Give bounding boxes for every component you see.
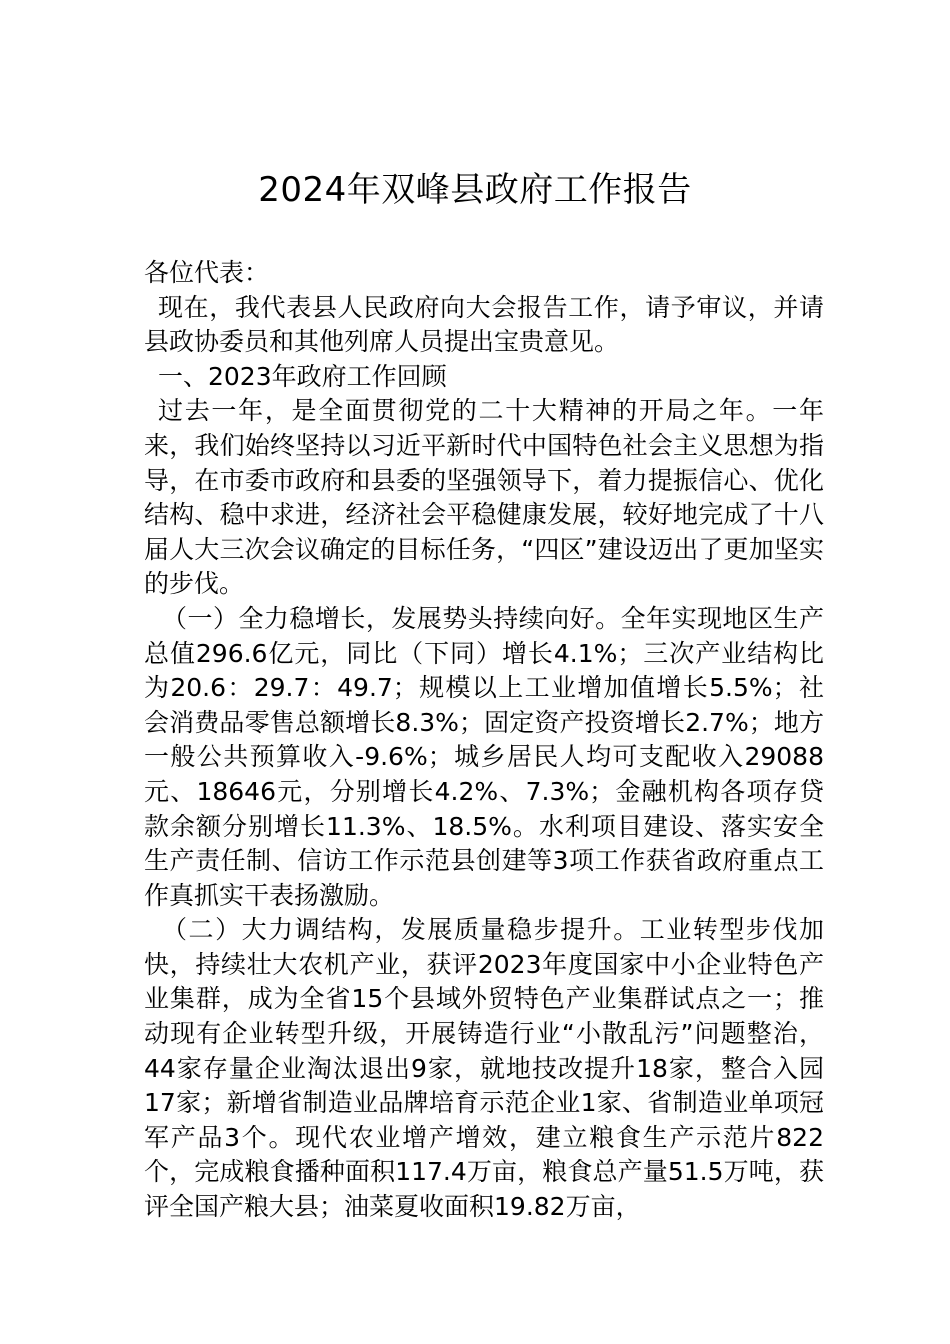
section-heading: 一、2023年政府工作回顾 bbox=[158, 361, 447, 391]
paragraph-intro: 现在，我代表县人民政府向大会报告工作，请予审议，并请县政协委员和其他列席人员提出宝贵意见。 bbox=[144, 292, 824, 357]
paragraph-growth: （一）全力稳增长，发展势头持续向好。全年实现地区生产总值296.6亿元，同比（下同）增长4.1%；三次产业结构比为20.6：29.7：49.7；规模以上工业增加值增长5.5%；社会消费品零售总额增长8.3%；固定资产投资增长2.7%；地方一般公共预算收入-9.6%；城乡居民人均可支配收入29088元、18646元，分别增长4.2%、7.3%；金融机构各项存贷款余额分别增长11.3%、18.5%。水利项目建设、落实安全生产责任制、信访工作示范县创建等3项工作获省政府重点工作真抓实干表扬激励。 bbox=[144, 603, 824, 910]
salutation: 各位代表： bbox=[144, 258, 270, 287]
document-body bbox=[144, 256, 824, 1225]
paragraph-review: 过去一年，是全面贯彻党的二十大精神的开局之年。一年来，我们始终坚持以习近平新时代中国特色社会主义思想为指导，在市委市政府和县委的坚强领导下，着力提振信心、优化结构、稳中求进，经济社会平稳健康发展，较好地完成了十八届人大三次会议确定的目标任务，“四区”建设迈出了更加坚实的步伐。 bbox=[144, 396, 824, 599]
document-title: 2024年双峰县政府工作报告 bbox=[258, 170, 692, 210]
paragraph-structure: （二）大力调结构，发展质量稳步提升。工业转型步伐加快，持续壮大农机产业，获评2023年度国家中小企业特色产业集群，成为全省15个县域外贸特色产业集群试点之一；推动现有企业转型升级，开展铸造行业“小散乱污”问题整治，44家存量企业淘汰退出9家，就地技改提升18家，整合入园17家；新增省制造业品牌培育示范企业1家、省制造业单项冠军产品3个。现代农业增产增效，建立粮食生产示范片822个，完成粮食播种面积117.4万亩，粮食总产量51.5万吨，获评全国产粮大县；油菜夏收面积19.82万亩， bbox=[144, 915, 824, 1222]
